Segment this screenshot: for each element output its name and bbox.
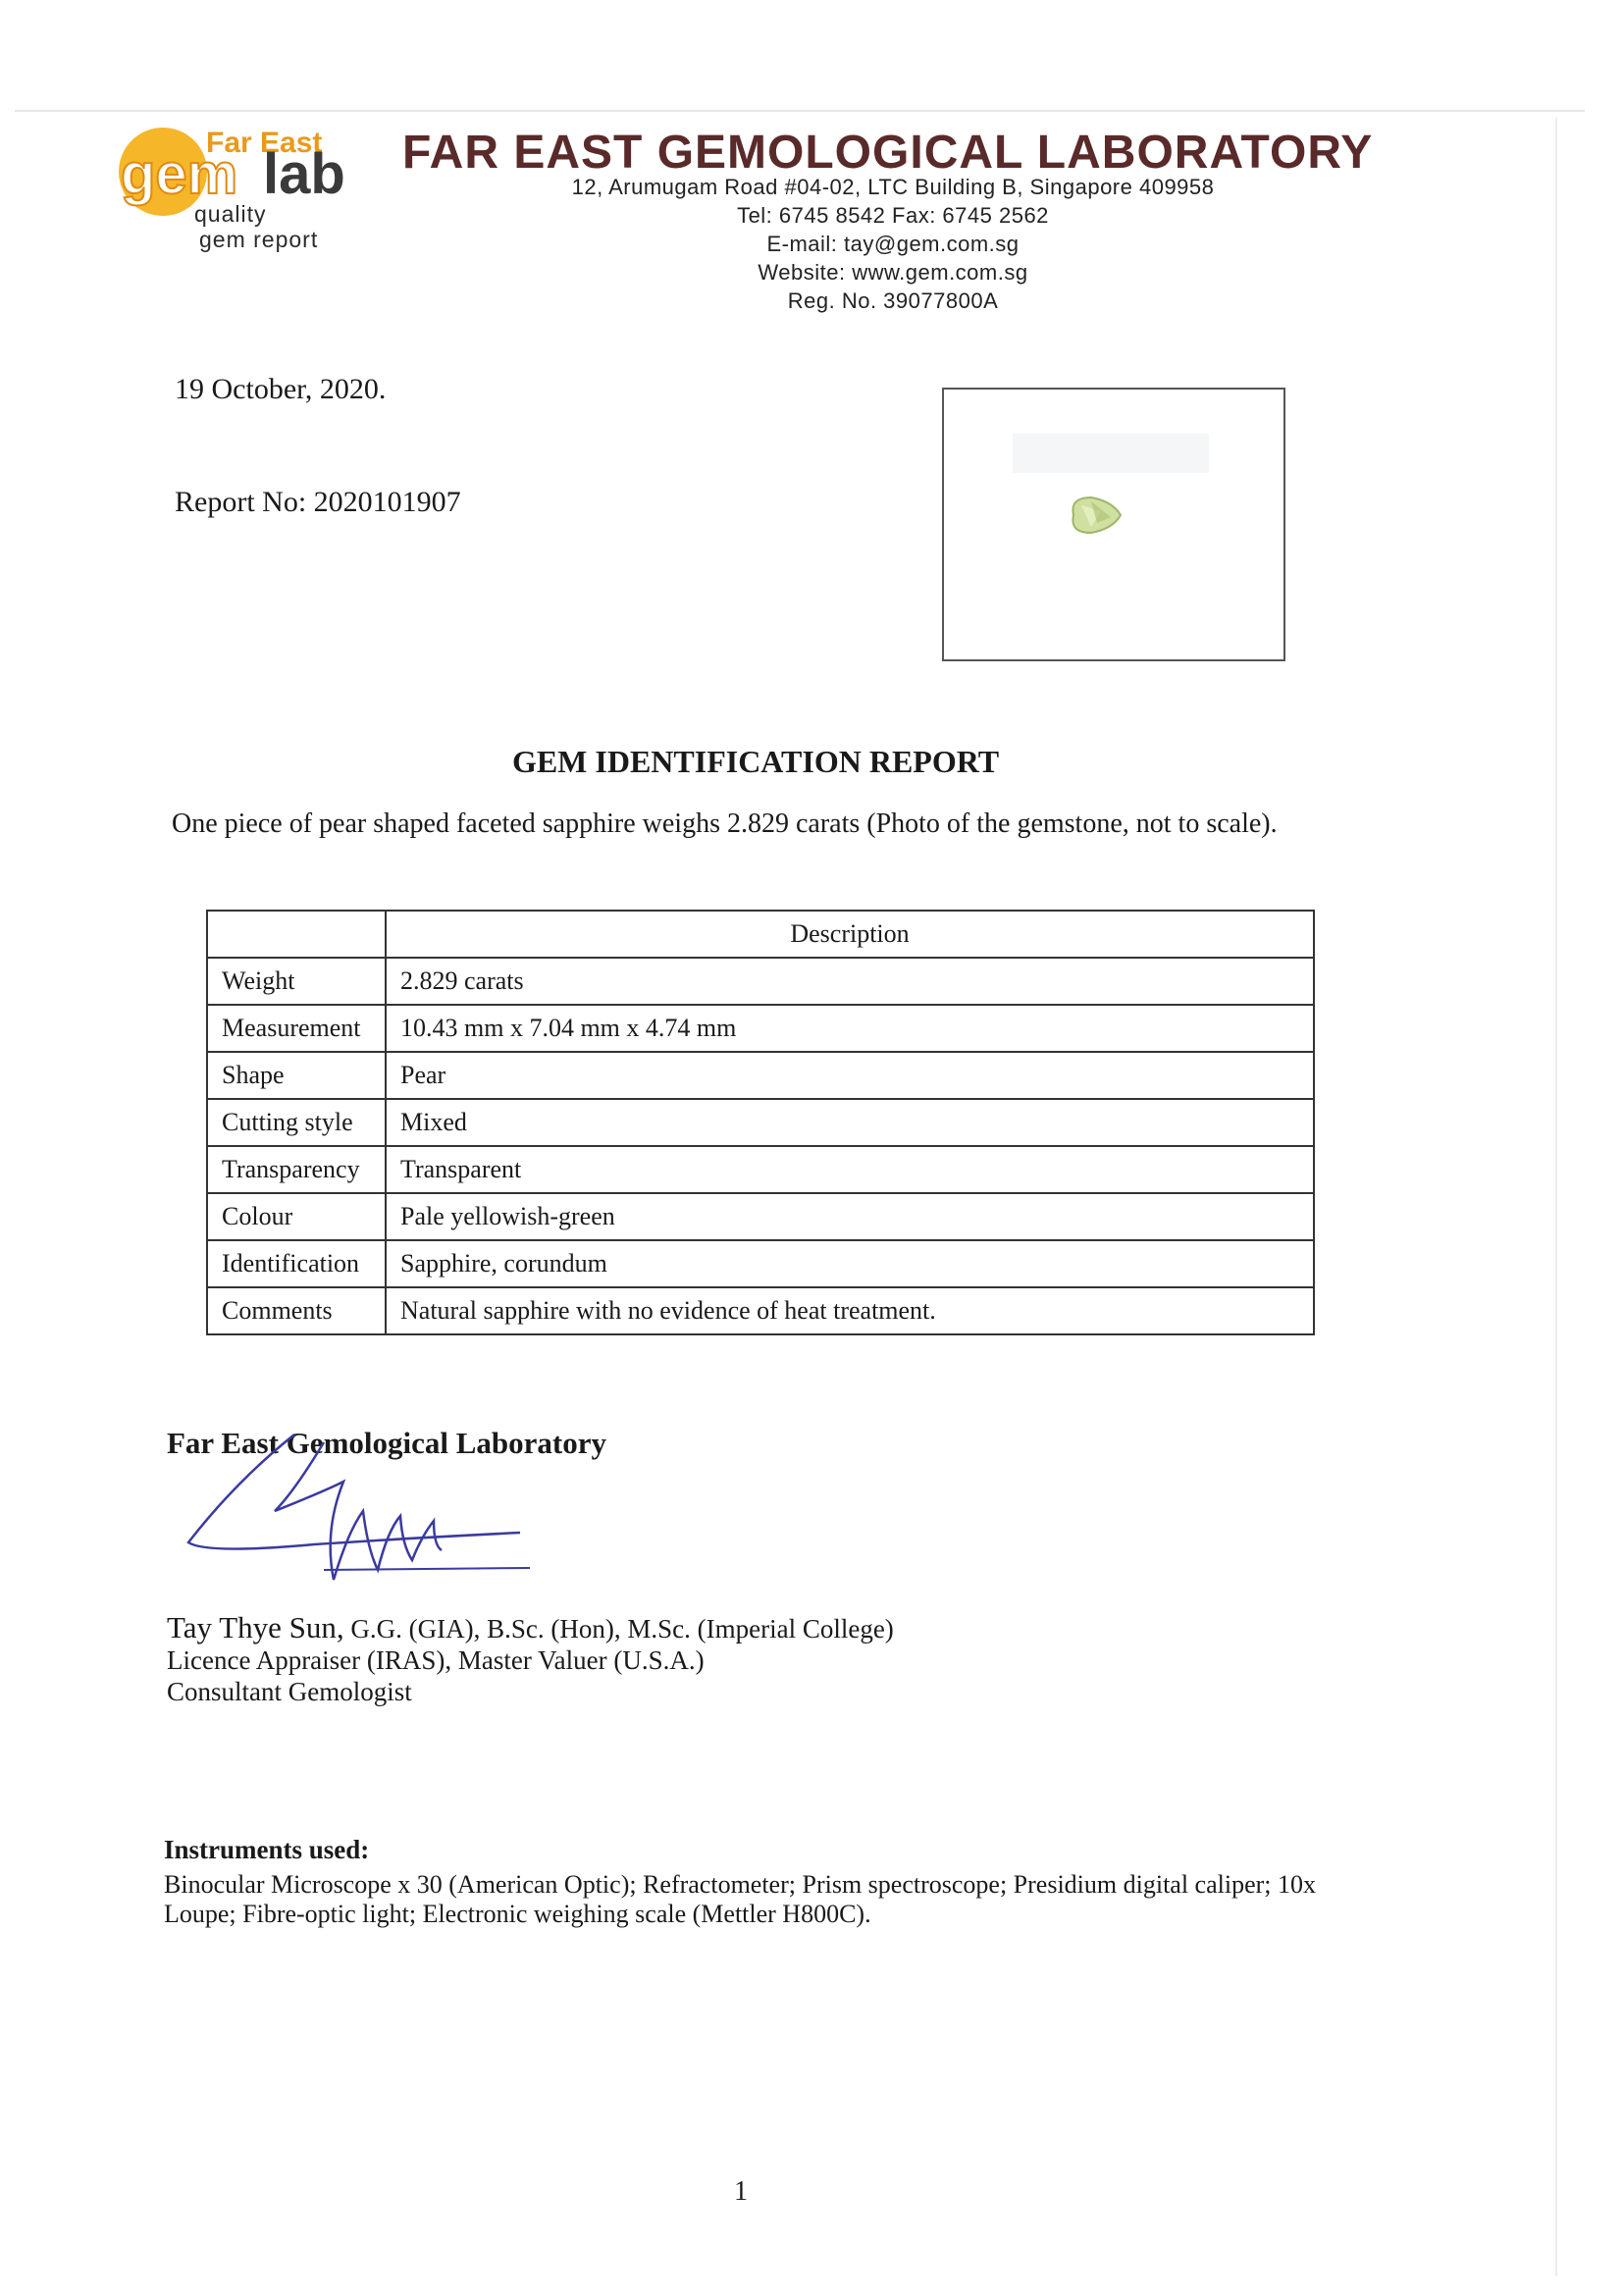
description-table xyxy=(206,910,1315,1335)
row-label: Weight xyxy=(207,958,386,1005)
logo-tagline xyxy=(194,201,318,252)
row-label: Measurement xyxy=(207,1005,386,1052)
row-label: Transparency xyxy=(207,1146,386,1193)
lab-name: FAR EAST GEMOLOGICAL LABORATORY xyxy=(402,127,1374,179)
logo-tagline-1: quality xyxy=(194,201,267,227)
website: Website: www.gem.com.sg xyxy=(758,260,1028,285)
address: 12, Arumugam Road #04-02, LTC Building B, Singapore 409958 xyxy=(571,175,1215,199)
logo-lab-text: lab xyxy=(263,142,345,206)
row-value: Mixed xyxy=(386,1099,1314,1146)
instruments-list: Binocular Microscope x 30 (American Optic); Refractometer; Prism spectroscope; Presidium digital caliper; 10x Loupe; Fibre-optic light; Electronic weighing scale (Mettler H800C). xyxy=(164,1870,1316,1928)
logo-tagline-2: gem report xyxy=(199,227,319,252)
table-row xyxy=(207,958,1314,1005)
table-row xyxy=(207,1193,1314,1240)
scan-edge-right xyxy=(1555,118,1557,2276)
table-header-empty xyxy=(207,911,386,958)
signer-name: Tay Thye Sun, xyxy=(167,1610,344,1644)
signer-credentials: G.G. (GIA), B.Sc. (Hon), M.Sc. (Imperial College) xyxy=(343,1614,894,1644)
row-value: 2.829 carats xyxy=(386,958,1314,1005)
report-intro: One piece of pear shaped faceted sapphire weighs 2.829 carats (Photo of the gemstone, not to scale). xyxy=(172,809,1278,839)
row-value: Sapphire, corundum xyxy=(386,1240,1314,1287)
report-number: Report No: 2020101907 xyxy=(175,486,461,518)
phone-fax: Tel: 6745 8542 Fax: 6745 2562 xyxy=(737,203,1049,228)
row-label: Colour xyxy=(207,1193,386,1240)
logo-far-east-text: Far East xyxy=(206,127,323,159)
signer-details xyxy=(167,1612,894,1707)
report-date: 19 October, 2020. xyxy=(175,373,387,405)
row-value: Natural sapphire with no evidence of heat treatment. xyxy=(386,1287,1314,1334)
contact-block xyxy=(481,173,1305,315)
table-row xyxy=(207,1005,1314,1052)
gemlab-logo xyxy=(116,123,371,260)
table-row xyxy=(207,1052,1314,1099)
row-label: Shape xyxy=(207,1052,386,1099)
row-label: Comments xyxy=(207,1287,386,1334)
instruments-heading: Instruments used: xyxy=(164,1835,370,1864)
handwritten-signature xyxy=(177,1423,589,1609)
table-header: Description xyxy=(386,911,1314,958)
logo-gem-text: gem xyxy=(121,142,238,206)
table-row xyxy=(207,1146,1314,1193)
gemstone-photo xyxy=(942,388,1285,661)
signing-organization: Far East Gemological Laboratory xyxy=(167,1426,607,1460)
table-row xyxy=(207,1240,1314,1287)
table-header-row xyxy=(207,911,1314,958)
row-value: Transparent xyxy=(386,1146,1314,1193)
row-label: Identification xyxy=(207,1240,386,1287)
signer-name-line xyxy=(167,1612,894,1644)
row-value: Pale yellowish-green xyxy=(386,1193,1314,1240)
row-value: 10.43 mm x 7.04 mm x 4.74 mm xyxy=(386,1005,1314,1052)
signer-role: Consultant Gemologist xyxy=(167,1677,412,1706)
signer-licence: Licence Appraiser (IRAS), Master Valuer (U.S.A.) xyxy=(167,1645,705,1675)
gemstone-image xyxy=(944,390,1283,659)
email: E-mail: tay@gem.com.sg xyxy=(766,232,1020,256)
reg-no: Reg. No. 39077800A xyxy=(787,288,999,313)
report-title: GEM IDENTIFICATION REPORT xyxy=(511,744,1000,779)
scan-edge-top xyxy=(15,110,1585,112)
page-number: 1 xyxy=(734,2176,748,2207)
row-value: Pear xyxy=(386,1052,1314,1099)
row-label: Cutting style xyxy=(207,1099,386,1146)
table-row xyxy=(207,1287,1314,1334)
table-row xyxy=(207,1099,1314,1146)
